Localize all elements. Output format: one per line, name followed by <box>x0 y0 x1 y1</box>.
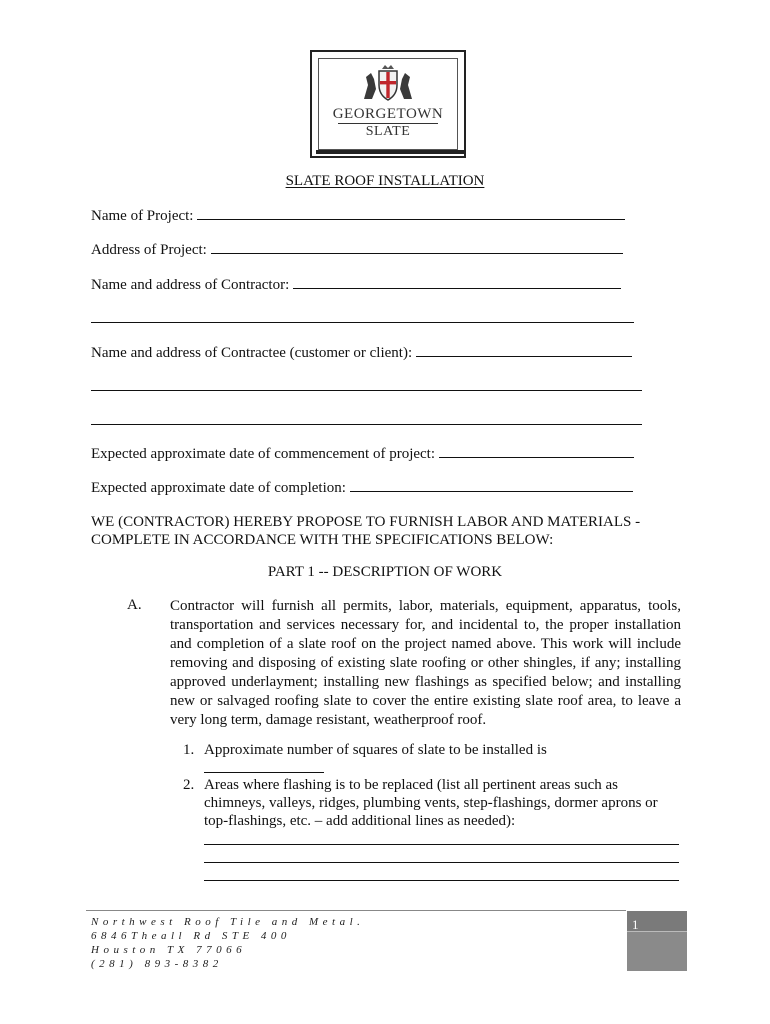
section-a-label: A. <box>127 597 142 613</box>
list-item <box>183 741 663 761</box>
project-name-field <box>91 206 625 225</box>
page-number-box <box>627 911 687 971</box>
commencement-label: Expected approximate date of commencement of project: <box>91 446 436 462</box>
item-number: 2. <box>183 777 195 793</box>
flashing-input-line-1[interactable] <box>204 844 679 845</box>
completion-input[interactable] <box>350 478 633 492</box>
item-number: 1. <box>183 742 195 758</box>
proposal-line-2: COMPLETE IN ACCORDANCE WITH THE SPECIFICATIONS BELOW: <box>91 532 554 548</box>
contractee-label: Name and address of Contractee (customer or client): <box>91 345 413 361</box>
flashing-input-line-3[interactable] <box>204 880 679 881</box>
contractor-field <box>91 275 621 294</box>
list-item <box>183 776 663 836</box>
project-address-input[interactable] <box>211 240 623 254</box>
contractor-label: Name and address of Contractor: <box>91 277 290 293</box>
completion-field <box>91 478 633 497</box>
squares-input[interactable] <box>204 759 324 773</box>
contractee-field <box>91 343 632 362</box>
footer-phone: (281) 893-8382 <box>91 958 223 970</box>
project-address-field <box>91 240 623 259</box>
commencement-field <box>91 444 634 463</box>
contractee-input[interactable] <box>416 343 632 357</box>
project-name-input[interactable] <box>197 206 625 220</box>
proposal-line-1: WE (CONTRACTOR) HEREBY PROPOSE TO FURNISH LABOR AND MATERIALS - <box>91 514 641 530</box>
page-number: 1 <box>632 917 639 932</box>
squares-label: Approximate number of squares of slate to be installed is <box>204 742 547 758</box>
footer-city: Houston TX 77066 <box>91 944 247 956</box>
logo-text-georgetown: GEORGETOWN <box>332 106 444 122</box>
commencement-input[interactable] <box>439 444 634 458</box>
logo-text-slate: SLATE <box>365 124 411 139</box>
document-title: SLATE ROOF INSTALLATION <box>285 173 485 189</box>
footer-divider <box>86 910 626 911</box>
contractee-input-line-3[interactable] <box>91 424 642 425</box>
company-logo <box>310 50 466 158</box>
footer-street: 6846Theall Rd STE 400 <box>91 930 291 942</box>
contractor-input-line-2[interactable] <box>91 322 634 323</box>
completion-label: Expected approximate date of completion: <box>91 480 346 496</box>
proposal-statement <box>91 513 671 549</box>
part1-heading: PART 1 -- DESCRIPTION OF WORK <box>267 564 503 580</box>
flashing-input-line-2[interactable] <box>204 862 679 863</box>
project-address-label: Address of Project: <box>91 242 207 258</box>
footer-address <box>91 915 364 971</box>
contractor-input[interactable] <box>293 275 621 289</box>
section-a-text: Contractor will furnish all permits, labor, materials, equipment, apparatus, tools, transportation and services necessary for, and incidental to, the proper installation and completion of a slate roof on the project named above. This work will include removing and disposing of existing slate roofing or other shingles, if any; installing approved underlayment; installing new flashings as specified below; and installing new or salvaged roofing slate to cover the entire existing slate roof area, to leave a very long term, damage resistant, weatherproof roof. <box>170 598 681 728</box>
footer-company: Northwest Roof Tile and Metal. <box>91 916 365 928</box>
contractee-input-line-2[interactable] <box>91 390 642 391</box>
logo-shadow <box>316 150 466 154</box>
item-text: Areas where flashing is to be replaced (list all pertinent areas such as chimneys, valleys, ridges, plumbing vents, step-flashings, dormer aprons or top-flashings, etc. – add additional lines as needed): <box>204 777 658 829</box>
item-text <box>204 741 664 778</box>
project-name-label: Name of Project: <box>91 208 194 224</box>
crest-icon <box>358 63 418 103</box>
